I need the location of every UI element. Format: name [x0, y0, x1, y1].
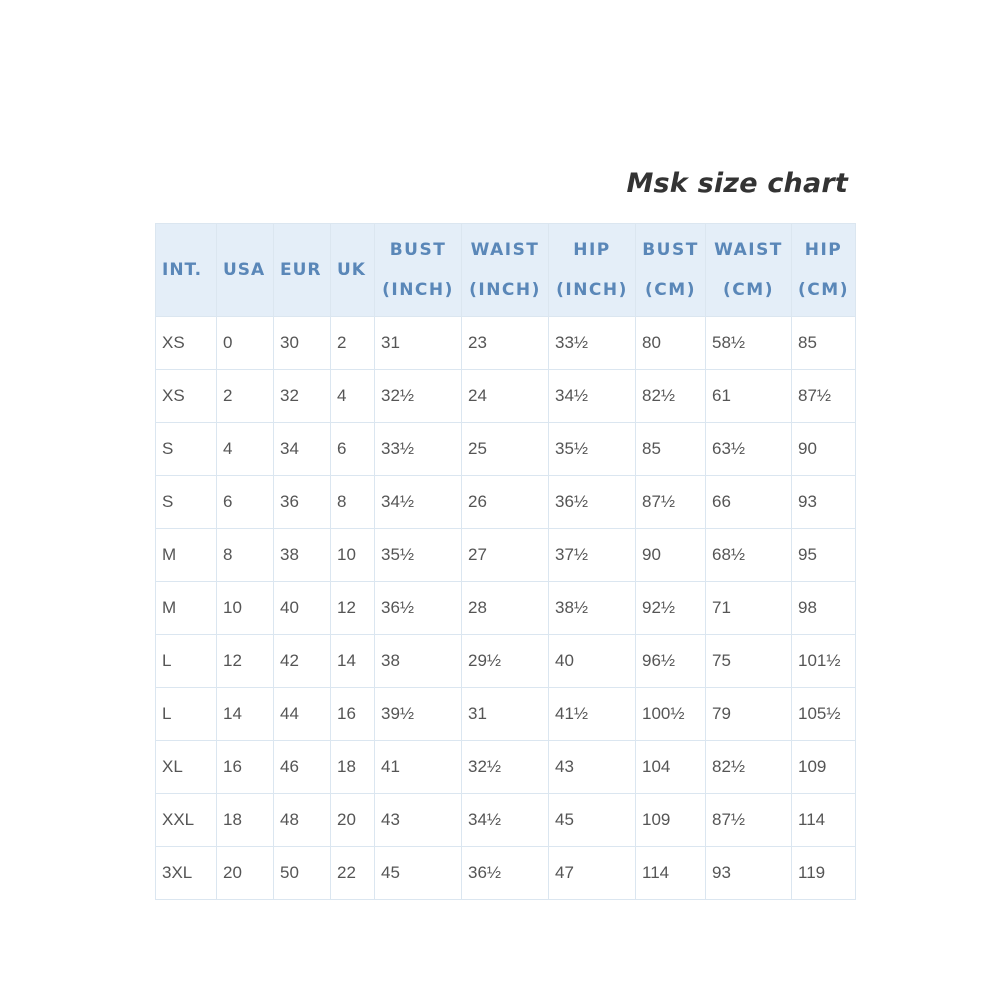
cell-uk: 2	[331, 317, 375, 370]
cell-bust-cm: 90	[636, 529, 706, 582]
header-hip-cm: HIP (CM)	[792, 224, 856, 317]
cell-bust-inch: 35½	[375, 529, 462, 582]
cell-int: XL	[156, 741, 217, 794]
cell-bust-cm: 104	[636, 741, 706, 794]
cell-hip-cm: 98	[792, 582, 856, 635]
cell-bust-cm: 114	[636, 847, 706, 900]
table-row	[156, 476, 856, 529]
cell-eur: 36	[274, 476, 331, 529]
cell-bust-inch: 45	[375, 847, 462, 900]
cell-uk: 22	[331, 847, 375, 900]
cell-eur: 38	[274, 529, 331, 582]
cell-bust-cm: 109	[636, 794, 706, 847]
cell-bust-inch: 41	[375, 741, 462, 794]
cell-uk: 14	[331, 635, 375, 688]
cell-usa: 14	[217, 688, 274, 741]
cell-int: XS	[156, 317, 217, 370]
cell-usa: 0	[217, 317, 274, 370]
table-row	[156, 370, 856, 423]
cell-bust-inch: 38	[375, 635, 462, 688]
cell-int: S	[156, 423, 217, 476]
cell-eur: 42	[274, 635, 331, 688]
cell-hip-cm: 87½	[792, 370, 856, 423]
cell-uk: 12	[331, 582, 375, 635]
cell-hip-inch: 40	[549, 635, 636, 688]
header-bust-inch: BUST (INCH)	[375, 224, 462, 317]
cell-int: XXL	[156, 794, 217, 847]
cell-uk: 16	[331, 688, 375, 741]
cell-waist-cm: 68½	[706, 529, 792, 582]
cell-waist-inch: 34½	[462, 794, 549, 847]
cell-bust-cm: 92½	[636, 582, 706, 635]
cell-int: L	[156, 635, 217, 688]
header-eur: EUR	[274, 224, 331, 317]
cell-waist-cm: 61	[706, 370, 792, 423]
cell-hip-cm: 90	[792, 423, 856, 476]
cell-uk: 6	[331, 423, 375, 476]
cell-uk: 10	[331, 529, 375, 582]
cell-eur: 46	[274, 741, 331, 794]
cell-eur: 30	[274, 317, 331, 370]
cell-int: L	[156, 688, 217, 741]
table-row	[156, 529, 856, 582]
cell-uk: 4	[331, 370, 375, 423]
cell-eur: 32	[274, 370, 331, 423]
cell-hip-cm: 109	[792, 741, 856, 794]
cell-hip-inch: 37½	[549, 529, 636, 582]
cell-hip-cm: 93	[792, 476, 856, 529]
cell-usa: 8	[217, 529, 274, 582]
cell-usa: 16	[217, 741, 274, 794]
cell-eur: 34	[274, 423, 331, 476]
cell-hip-cm: 95	[792, 529, 856, 582]
cell-usa: 20	[217, 847, 274, 900]
cell-usa: 2	[217, 370, 274, 423]
cell-usa: 4	[217, 423, 274, 476]
cell-waist-cm: 58½	[706, 317, 792, 370]
cell-bust-inch: 39½	[375, 688, 462, 741]
header-int: INT.	[156, 224, 217, 317]
cell-bust-inch: 36½	[375, 582, 462, 635]
cell-waist-inch: 29½	[462, 635, 549, 688]
cell-waist-cm: 87½	[706, 794, 792, 847]
table-row	[156, 582, 856, 635]
cell-uk: 20	[331, 794, 375, 847]
cell-hip-inch: 45	[549, 794, 636, 847]
cell-int: M	[156, 529, 217, 582]
cell-waist-cm: 66	[706, 476, 792, 529]
cell-usa: 6	[217, 476, 274, 529]
cell-bust-cm: 80	[636, 317, 706, 370]
cell-waist-cm: 93	[706, 847, 792, 900]
cell-waist-cm: 82½	[706, 741, 792, 794]
cell-bust-inch: 34½	[375, 476, 462, 529]
cell-uk: 18	[331, 741, 375, 794]
header-row	[156, 224, 856, 317]
cell-waist-inch: 36½	[462, 847, 549, 900]
table-row	[156, 317, 856, 370]
cell-hip-inch: 33½	[549, 317, 636, 370]
cell-eur: 44	[274, 688, 331, 741]
header-usa: USA	[217, 224, 274, 317]
cell-hip-inch: 41½	[549, 688, 636, 741]
cell-hip-inch: 47	[549, 847, 636, 900]
header-waist-cm: WAIST (CM)	[706, 224, 792, 317]
cell-usa: 18	[217, 794, 274, 847]
table-row	[156, 423, 856, 476]
cell-int: XS	[156, 370, 217, 423]
cell-eur: 50	[274, 847, 331, 900]
cell-bust-cm: 100½	[636, 688, 706, 741]
cell-hip-cm: 119	[792, 847, 856, 900]
cell-waist-inch: 28	[462, 582, 549, 635]
cell-bust-cm: 85	[636, 423, 706, 476]
cell-eur: 40	[274, 582, 331, 635]
cell-bust-cm: 87½	[636, 476, 706, 529]
cell-hip-cm: 85	[792, 317, 856, 370]
cell-bust-inch: 43	[375, 794, 462, 847]
cell-hip-inch: 38½	[549, 582, 636, 635]
cell-hip-inch: 35½	[549, 423, 636, 476]
cell-hip-inch: 34½	[549, 370, 636, 423]
header-bust-cm: BUST (CM)	[636, 224, 706, 317]
cell-bust-inch: 33½	[375, 423, 462, 476]
table-body	[156, 317, 856, 900]
table-row	[156, 688, 856, 741]
header-hip-inch: HIP (INCH)	[549, 224, 636, 317]
cell-int: S	[156, 476, 217, 529]
cell-hip-cm: 101½	[792, 635, 856, 688]
cell-waist-inch: 23	[462, 317, 549, 370]
cell-usa: 12	[217, 635, 274, 688]
cell-bust-cm: 96½	[636, 635, 706, 688]
cell-hip-inch: 43	[549, 741, 636, 794]
cell-int: 3XL	[156, 847, 217, 900]
table-row	[156, 635, 856, 688]
cell-waist-inch: 26	[462, 476, 549, 529]
cell-hip-inch: 36½	[549, 476, 636, 529]
cell-uk: 8	[331, 476, 375, 529]
header-uk: UK	[331, 224, 375, 317]
header-waist-inch: WAIST (INCH)	[462, 224, 549, 317]
cell-waist-cm: 79	[706, 688, 792, 741]
cell-waist-cm: 63½	[706, 423, 792, 476]
cell-bust-cm: 82½	[636, 370, 706, 423]
page-title: Msk size chart	[626, 168, 848, 199]
table-row	[156, 741, 856, 794]
cell-waist-inch: 27	[462, 529, 549, 582]
table-row	[156, 847, 856, 900]
cell-usa: 10	[217, 582, 274, 635]
cell-bust-inch: 32½	[375, 370, 462, 423]
cell-bust-inch: 31	[375, 317, 462, 370]
size-chart-table	[155, 223, 856, 900]
table-row	[156, 794, 856, 847]
cell-hip-cm: 105½	[792, 688, 856, 741]
cell-waist-cm: 75	[706, 635, 792, 688]
cell-waist-inch: 24	[462, 370, 549, 423]
cell-waist-inch: 31	[462, 688, 549, 741]
cell-eur: 48	[274, 794, 331, 847]
cell-waist-cm: 71	[706, 582, 792, 635]
cell-waist-inch: 25	[462, 423, 549, 476]
cell-waist-inch: 32½	[462, 741, 549, 794]
cell-hip-cm: 114	[792, 794, 856, 847]
cell-int: M	[156, 582, 217, 635]
